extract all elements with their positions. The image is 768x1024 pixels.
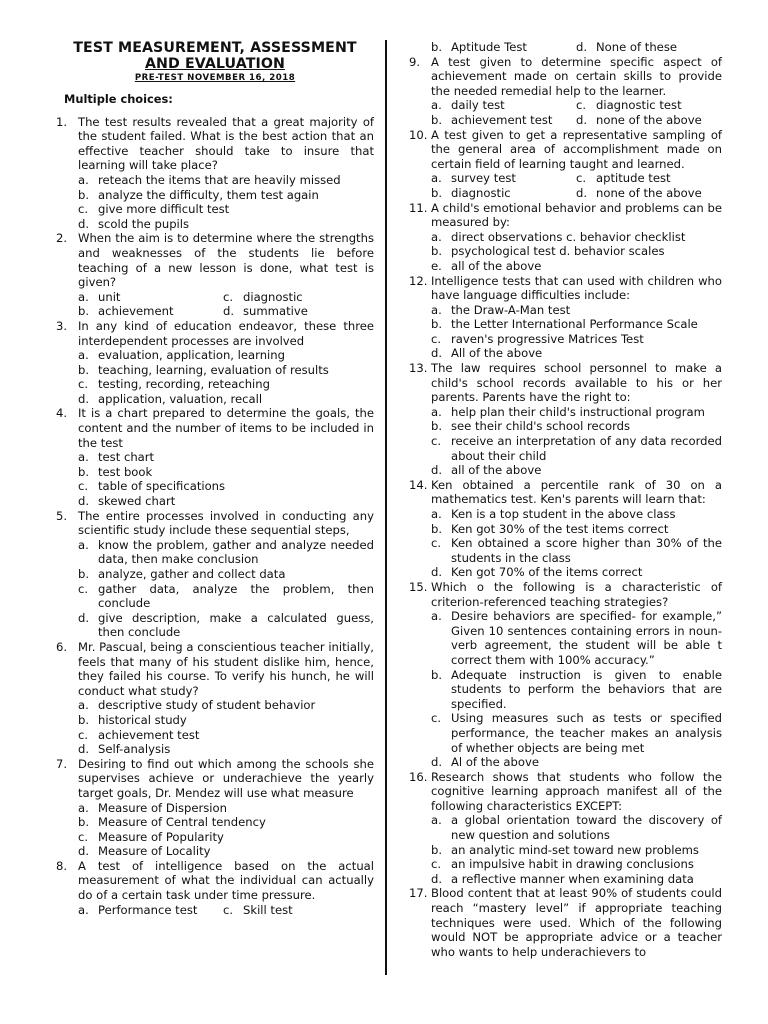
option-letter: a. xyxy=(78,348,89,363)
option-text: scold the pupils xyxy=(98,216,190,231)
option-letter: d. xyxy=(431,565,443,580)
option-text: know the problem, gather and analyze needed data, then make conclusion xyxy=(98,537,374,567)
question-item xyxy=(56,231,374,319)
question-text: The law requires school personnel to make a child's school records available to his or her parents. Parents have the right to: xyxy=(431,361,722,405)
option-letter: a. xyxy=(78,902,89,917)
answer-option-pair xyxy=(431,186,722,201)
option-letter: a. xyxy=(78,537,89,552)
option-text: help plan their child's instructional program xyxy=(451,404,705,419)
question-number: 9. xyxy=(409,54,421,69)
question-number: 10. xyxy=(409,127,428,142)
question-text: A test of intelligence based on the actual measurement of what the individual can actually do of a certain task under time pressure. xyxy=(78,858,374,903)
option-letter: c. xyxy=(576,98,587,113)
answer-option xyxy=(78,304,223,319)
option-text: aptitude test xyxy=(596,171,671,186)
option-letter: a. xyxy=(431,609,442,624)
option-letter: a. xyxy=(431,302,442,317)
question-stem xyxy=(56,757,374,801)
option-letter: a. xyxy=(431,98,442,113)
question-stem xyxy=(409,361,722,405)
answer-option xyxy=(431,244,722,259)
answer-option xyxy=(431,843,722,858)
option-text: a global orientation toward the discovery of new question and solutions xyxy=(451,813,722,843)
option-text: none of the above xyxy=(596,185,702,200)
question-number: 8. xyxy=(56,858,68,873)
document-title-line2: AND EVALUATION xyxy=(144,56,286,72)
question-stem xyxy=(409,55,722,99)
option-text: Adequate instruction is given to enable students to perform the behaviors that are specified. xyxy=(451,667,722,711)
answer-option-pair xyxy=(78,304,374,319)
option-letter: c. xyxy=(78,829,89,844)
option-text: historical study xyxy=(98,712,187,727)
option-letter: b. xyxy=(78,567,90,581)
answer-option xyxy=(431,463,722,478)
question-text: Desiring to find out which among the schools she supervises achieve or underachieve the yearly target goals, Dr. Mendez will use what measure xyxy=(78,756,374,800)
answer-option xyxy=(78,611,374,640)
option-text: daily test xyxy=(451,98,505,113)
option-text: Ken is a top student in the above class xyxy=(451,507,676,521)
option-letter: b. xyxy=(431,667,443,682)
option-letter: d. xyxy=(78,216,90,231)
option-letter: b. xyxy=(431,317,443,332)
question-stem xyxy=(56,509,374,538)
option-text: survey test xyxy=(451,171,516,186)
answer-option xyxy=(431,186,576,201)
option-text: see their child's school records xyxy=(451,419,631,434)
option-text: application, valuation, recall xyxy=(98,391,263,406)
option-text: psychological test d. behavior scales xyxy=(451,244,665,259)
answer-option xyxy=(78,465,374,480)
option-letter: c. xyxy=(431,857,442,872)
option-text: receive an interpretation of any data recorded about their child xyxy=(451,434,722,463)
option-text: Using measures such as tests or specified performance, the teacher makes an analysis of whether objects are being met xyxy=(451,711,722,755)
answer-option xyxy=(431,405,722,420)
question-text: Intelligence tests that can used with children who have language difficulties include: xyxy=(431,273,722,303)
question-text: Mr. Pascual, being a conscientious teacher initially, feels that many of his student dislike him, hence, they failed his course. To verify his hunch, he will conduct what study? xyxy=(78,639,374,698)
question-number: 6. xyxy=(56,639,68,654)
answer-option xyxy=(576,40,721,55)
question-text: Research shows that students who follow the cognitive learning approach manifest all of the following characteristics EXCEPT: xyxy=(431,769,722,813)
question-text: A test given to determine specific aspect of achievement made on certain skills to provide the needed remedial help to the learner. xyxy=(431,54,722,98)
question-text: The entire processes involved in conducting any scientific study include these sequential steps, xyxy=(78,508,374,538)
question-stem xyxy=(409,886,722,959)
document-title: TEST MEASUREMENT, ASSESSMENT xyxy=(73,40,357,56)
answer-option xyxy=(78,188,374,203)
question-stem xyxy=(409,201,722,230)
question-stem xyxy=(409,770,722,814)
answer-option xyxy=(78,217,374,232)
answer-option xyxy=(431,332,722,347)
option-text: direct observations c. behavior checklist xyxy=(451,229,686,244)
option-letter: b. xyxy=(78,304,90,319)
question-number: 14. xyxy=(409,477,428,492)
option-letter: b. xyxy=(431,244,443,259)
question-text: Blood content that at least 90% of students could reach “mastery level” if appropriate teaching techniques were used. Which of the following would NOT be appropriate advice or a teacher who wants to help underachievers to xyxy=(431,886,722,959)
question-number: 13. xyxy=(409,361,428,376)
answer-option xyxy=(431,813,722,842)
answer-option-pair xyxy=(78,290,374,305)
option-letter: d. xyxy=(576,185,588,200)
option-text: diagnostic xyxy=(451,185,511,200)
option-text: Measure of Popularity xyxy=(98,829,224,844)
option-letter: d. xyxy=(78,494,90,509)
option-letter: d. xyxy=(431,871,443,886)
option-letter: d. xyxy=(576,40,588,54)
answer-option xyxy=(431,259,722,274)
option-letter: c. xyxy=(78,377,89,392)
question-stem xyxy=(56,231,374,289)
option-text: an analytic mind-set toward new problems xyxy=(451,842,699,857)
question-item xyxy=(56,319,374,407)
answer-option xyxy=(431,317,722,332)
answer-option xyxy=(78,582,374,611)
answer-option xyxy=(78,202,374,217)
answer-option xyxy=(78,363,374,378)
question-item xyxy=(409,55,722,128)
right-question-list xyxy=(409,40,722,959)
answer-option xyxy=(431,434,722,463)
answer-option xyxy=(431,609,722,667)
answer-option xyxy=(431,113,576,128)
option-text: teaching, learning, evaluation of results xyxy=(98,362,329,377)
option-letter: a. xyxy=(78,289,89,304)
option-letter: d. xyxy=(223,304,235,319)
question-item xyxy=(409,201,722,274)
question-item xyxy=(409,886,722,959)
option-text: Ken got 30% of the test items correct xyxy=(451,521,669,536)
question-item xyxy=(56,640,374,757)
question-number: 11. xyxy=(409,200,428,215)
column-divider xyxy=(385,40,387,975)
question-number: 3. xyxy=(56,318,68,333)
answer-option xyxy=(78,903,223,918)
option-text: diagnostic xyxy=(243,289,303,304)
option-letter: a. xyxy=(78,800,89,815)
left-column xyxy=(56,40,374,917)
option-text: Performance test xyxy=(98,902,198,917)
question-stem xyxy=(56,640,374,698)
option-text: All of the above xyxy=(451,346,543,361)
option-letter: a. xyxy=(431,404,442,419)
question-item xyxy=(409,274,722,362)
option-letter: c. xyxy=(223,289,234,304)
question-number: 1. xyxy=(56,114,68,129)
option-text: all of the above xyxy=(451,463,542,478)
answer-option xyxy=(78,450,374,465)
answer-option xyxy=(78,479,374,494)
option-letter: b. xyxy=(78,712,90,727)
option-letter: d. xyxy=(78,742,90,757)
option-letter: c. xyxy=(431,331,442,346)
answer-option xyxy=(78,290,223,305)
answer-option xyxy=(576,171,721,186)
question-item xyxy=(56,406,374,508)
option-text: all of the above xyxy=(451,258,542,273)
option-text: None of these xyxy=(596,40,677,54)
answer-option xyxy=(223,903,368,918)
answer-option xyxy=(78,173,374,188)
option-text: achievement xyxy=(98,304,174,319)
answer-option-pair xyxy=(431,40,722,55)
option-letter: d. xyxy=(431,346,443,361)
question-item xyxy=(409,478,722,580)
option-letter: c. xyxy=(576,171,587,186)
option-text: test book xyxy=(98,464,153,479)
option-letter: b. xyxy=(78,815,90,830)
option-text: diagnostic test xyxy=(596,98,682,113)
left-question-list xyxy=(56,115,374,918)
answer-option xyxy=(78,801,374,816)
question-stem xyxy=(409,128,722,172)
option-letter: b. xyxy=(431,419,443,434)
question-number: 16. xyxy=(409,769,428,784)
option-text: Measure of Locality xyxy=(98,844,211,859)
question-text: The test results revealed that a great majority of the student failed. What is the best action that an effective teacher should take to insure that learning will take place? xyxy=(78,114,374,173)
option-text: reteach the items that are heavily missed xyxy=(98,172,341,187)
question-stem xyxy=(409,274,722,303)
question-item xyxy=(56,757,374,859)
answer-option xyxy=(431,171,576,186)
option-letter: c. xyxy=(223,902,234,917)
answer-option xyxy=(431,565,722,580)
option-letter: a. xyxy=(431,507,442,521)
option-letter: d. xyxy=(431,463,443,478)
question-item xyxy=(409,580,722,770)
answer-option xyxy=(431,507,722,522)
question-stem xyxy=(409,478,722,507)
answer-option xyxy=(576,186,721,201)
option-letter: a. xyxy=(78,450,89,465)
answer-option xyxy=(78,698,374,713)
question-number: 17. xyxy=(409,886,428,901)
option-text: gather data, analyze the problem, then conclude xyxy=(98,581,374,611)
section-heading: Multiple choices: xyxy=(64,92,173,106)
option-letter: a. xyxy=(78,172,89,187)
option-letter: c. xyxy=(431,711,442,726)
question-text: Which o the following is a characteristic of criterion-referenced teaching strategies? xyxy=(431,579,722,609)
answer-option xyxy=(78,830,374,845)
answer-option xyxy=(78,494,374,509)
option-text: descriptive study of student behavior xyxy=(98,698,316,713)
answer-option xyxy=(431,857,722,872)
option-text: Al of the above xyxy=(451,755,539,770)
option-text: summative xyxy=(243,304,308,319)
answer-option xyxy=(78,392,374,407)
question-text: Ken obtained a percentile rank of 30 on a mathematics test. Ken's parents will learn that: xyxy=(431,477,722,507)
option-letter: b. xyxy=(431,112,443,127)
answer-option xyxy=(431,522,722,537)
option-letter: d. xyxy=(78,844,90,859)
option-text: Desire behaviors are specified- for example,” Given 10 sentences containing errors in noun-verb agreement, the student will be able t correct them with 100% accuracy.” xyxy=(451,609,722,667)
right-column xyxy=(409,40,722,959)
option-text: Aptitude Test xyxy=(451,40,527,54)
option-text: Skill test xyxy=(243,902,293,917)
answer-option xyxy=(78,742,374,757)
question-number: 12. xyxy=(409,273,428,288)
option-text: test chart xyxy=(98,450,155,465)
question-item xyxy=(409,770,722,887)
answer-option xyxy=(431,668,722,712)
option-text: raven's progressive Matrices Test xyxy=(451,331,644,346)
option-text: give more difficult test xyxy=(98,202,230,217)
option-text: the Draw-A-Man test xyxy=(451,302,571,317)
answer-option xyxy=(431,40,576,55)
answer-option xyxy=(431,872,722,887)
answer-option xyxy=(78,567,374,582)
option-letter: d. xyxy=(576,112,588,127)
question-item xyxy=(409,40,722,55)
option-text: skewed chart xyxy=(98,494,176,509)
option-letter: c. xyxy=(78,727,89,742)
question-number: 2. xyxy=(56,231,68,246)
question-number: 4. xyxy=(56,406,68,421)
answer-option xyxy=(431,755,722,770)
answer-option-pair xyxy=(78,903,374,918)
option-letter: a. xyxy=(431,171,442,186)
question-item xyxy=(56,509,374,640)
option-text: testing, recording, reteaching xyxy=(98,377,270,392)
question-item xyxy=(409,128,722,201)
option-letter: b. xyxy=(78,362,90,377)
option-letter: d. xyxy=(78,391,90,406)
question-text: A child's emotional behavior and problems can be measured by: xyxy=(431,200,722,230)
question-stem xyxy=(409,580,722,609)
option-letter: b. xyxy=(431,842,443,857)
answer-option xyxy=(223,290,368,305)
option-text: achievement test xyxy=(98,727,200,742)
option-letter: d. xyxy=(431,755,443,770)
answer-option xyxy=(431,419,722,434)
answer-option xyxy=(78,844,374,859)
option-letter: c. xyxy=(431,434,442,449)
option-text: unit xyxy=(98,289,121,304)
option-letter: e. xyxy=(431,258,442,273)
option-text: evaluation, application, learning xyxy=(98,348,285,363)
answer-option xyxy=(431,98,576,113)
answer-option xyxy=(78,377,374,392)
option-letter: c. xyxy=(431,536,442,551)
question-item xyxy=(409,361,722,478)
question-stem xyxy=(56,859,374,903)
answer-option xyxy=(576,98,721,113)
question-stem xyxy=(56,115,374,173)
option-text: achievement test xyxy=(451,112,553,127)
option-letter: b. xyxy=(431,185,443,200)
option-letter: b. xyxy=(78,187,90,202)
document-subtitle: PRE-TEST NOVEMBER 16, 2018 xyxy=(134,73,296,83)
question-number: 5. xyxy=(56,508,68,523)
answer-option xyxy=(78,815,374,830)
answer-option xyxy=(78,538,374,567)
question-text: When the aim is to determine where the strengths and weaknesses of the students lie before teaching of a new lesson is done, what test is given? xyxy=(78,231,374,290)
answer-option-pair xyxy=(431,98,722,113)
question-text: In any kind of education endeavor, these three interdependent processes are involved xyxy=(78,318,374,348)
question-stem xyxy=(56,406,374,450)
question-number: 7. xyxy=(56,756,68,771)
answer-option xyxy=(576,113,721,128)
option-text: Ken obtained a score higher than 30% of the students in the class xyxy=(451,536,722,565)
option-letter: b. xyxy=(431,521,443,536)
answer-option-pair xyxy=(431,113,722,128)
question-number: 15. xyxy=(409,579,428,594)
question-text: It is a chart prepared to determine the goals, the content and the number of items to be included in the test xyxy=(78,406,374,450)
option-letter: c. xyxy=(78,479,89,494)
answer-option xyxy=(78,713,374,728)
option-text: a reflective manner when examining data xyxy=(451,871,694,886)
option-text: the Letter International Performance Scale xyxy=(451,317,698,332)
option-letter: a. xyxy=(78,698,89,713)
answer-option xyxy=(431,230,722,245)
option-letter: c. xyxy=(78,202,89,217)
question-item xyxy=(56,859,374,917)
answer-option xyxy=(431,346,722,361)
option-letter: a. xyxy=(431,229,442,244)
question-text: A test given to get a representative sampling of the general area of accomplishment made on certain field of learning taught and learned. xyxy=(431,127,722,171)
option-letter: a. xyxy=(431,813,442,828)
answer-option xyxy=(431,536,722,565)
answer-option xyxy=(223,304,368,319)
option-letter: c. xyxy=(78,581,89,596)
answer-option xyxy=(78,348,374,363)
question-stem xyxy=(56,319,374,348)
option-letter: b. xyxy=(431,40,443,54)
option-letter: b. xyxy=(78,464,90,479)
option-text: an impulsive habit in drawing conclusions xyxy=(451,857,694,872)
option-text: analyze the difficulty, them test again xyxy=(98,187,319,202)
option-text: Ken got 70% of the items correct xyxy=(451,565,643,580)
question-item xyxy=(56,115,374,232)
option-text: none of the above xyxy=(596,112,702,127)
answer-option xyxy=(431,711,722,755)
option-letter: d. xyxy=(78,610,90,625)
option-text: Measure of Dispersion xyxy=(98,800,227,815)
option-text: analyze, gather and collect data xyxy=(98,567,286,581)
answer-option xyxy=(431,303,722,318)
option-text: Measure of Central tendency xyxy=(98,815,266,830)
option-text: give description, make a calculated guess, then conclude xyxy=(98,610,374,640)
option-text: Self-analysis xyxy=(98,742,171,757)
option-text: table of specifications xyxy=(98,479,226,494)
answer-option xyxy=(78,728,374,743)
answer-option-pair xyxy=(431,171,722,186)
